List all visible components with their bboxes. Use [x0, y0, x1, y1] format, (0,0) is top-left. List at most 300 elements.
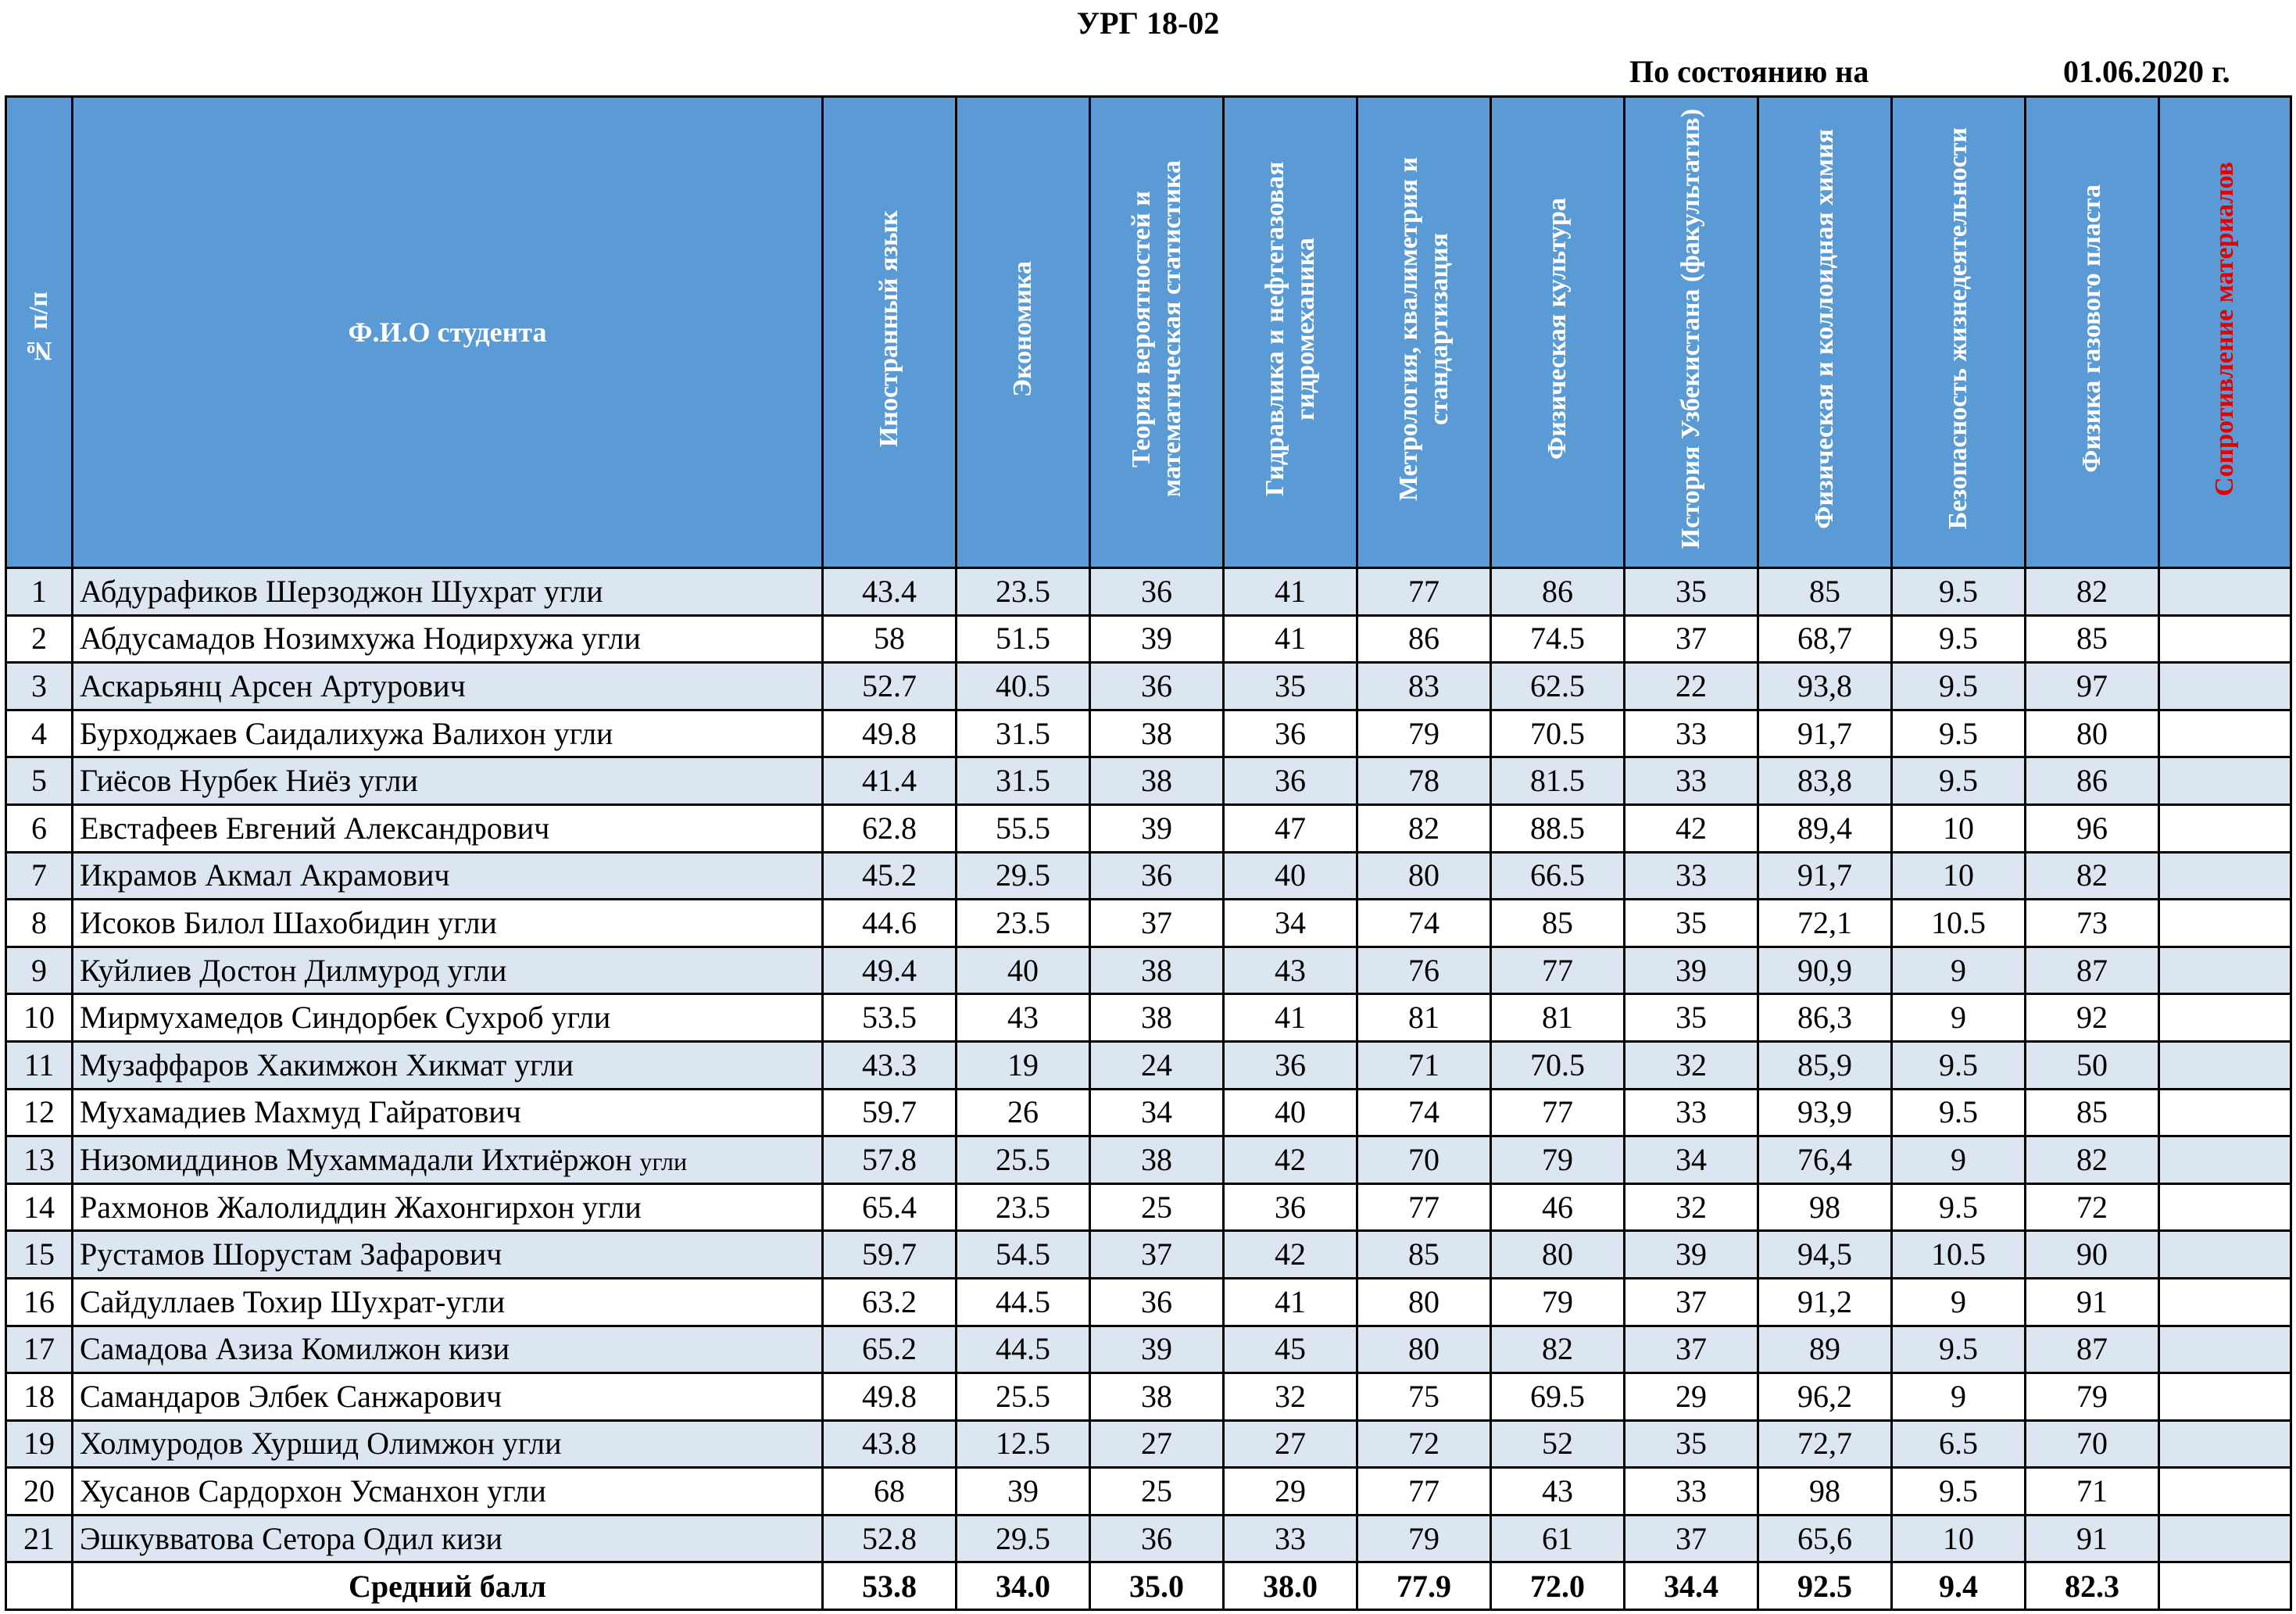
- grade-cell: 29.5: [957, 852, 1090, 900]
- grade-cell: 86,3: [1758, 994, 1892, 1042]
- grade-cell: 49.4: [823, 947, 957, 994]
- grade-cell: 10: [1892, 1515, 2026, 1562]
- grade-cell: 57.8: [823, 1136, 957, 1184]
- grade-cell: 74.5: [1491, 615, 1625, 663]
- grade-cell: 34: [1090, 1089, 1224, 1136]
- table-row: [6, 1041, 2291, 1089]
- grade-cell: 68: [823, 1468, 957, 1516]
- grade-cell: 24: [1090, 1041, 1224, 1089]
- grade-cell: 70.5: [1491, 1041, 1625, 1089]
- grade-cell: 25: [1090, 1468, 1224, 1516]
- grade-cell: 86: [2026, 757, 2159, 805]
- grade-cell: 70.5: [1491, 710, 1625, 757]
- row-number: 15: [6, 1231, 73, 1279]
- grade-cell: 36: [1090, 1515, 1224, 1562]
- table-row: [6, 757, 2291, 805]
- grade-cell: 90: [2026, 1231, 2159, 1279]
- grade-cell: [2159, 1136, 2291, 1184]
- grade-cell: 38: [1090, 1373, 1224, 1421]
- grade-cell: 61: [1491, 1515, 1625, 1562]
- grade-cell: 32: [1625, 1183, 1758, 1231]
- grade-cell: 9.5: [1892, 615, 2026, 663]
- table-row: [6, 900, 2291, 947]
- row-number: 2: [6, 615, 73, 663]
- grade-cell: 76,4: [1758, 1136, 1892, 1184]
- grade-cell: 38: [1090, 710, 1224, 757]
- grade-cell: 65.2: [823, 1326, 957, 1373]
- grade-cell: 80: [1357, 1326, 1491, 1373]
- grade-cell: 33: [1625, 852, 1758, 900]
- grade-cell: [2159, 1231, 2291, 1279]
- student-name: Музаффаров Хакимжон Хикмат угли: [73, 1041, 823, 1089]
- grade-cell: 43.4: [823, 568, 957, 616]
- grade-cell: 34: [1224, 900, 1357, 947]
- grade-cell: 74: [1357, 1089, 1491, 1136]
- table-row: [6, 710, 2291, 757]
- grade-cell: 98: [1758, 1468, 1892, 1516]
- grade-cell: 37: [1090, 900, 1224, 947]
- grade-cell: 82: [2026, 852, 2159, 900]
- column-header-number: № п/п: [6, 97, 73, 568]
- grade-cell: 73: [2026, 900, 2159, 947]
- grade-cell: 9.5: [1892, 757, 2026, 805]
- grade-cell: 41: [1224, 615, 1357, 663]
- column-header-subject: Безопасность жизнедеятельности: [1892, 97, 2026, 568]
- grade-cell: 72: [1357, 1420, 1491, 1468]
- grade-cell: 39: [1090, 615, 1224, 663]
- grade-cell: 52: [1491, 1420, 1625, 1468]
- student-name: Рустамов Шорустам Зафарович: [73, 1231, 823, 1279]
- grade-cell: 90,9: [1758, 947, 1892, 994]
- grade-cell: 81: [1491, 994, 1625, 1042]
- row-number: 8: [6, 900, 73, 947]
- grade-cell: 43: [957, 994, 1090, 1042]
- grade-cell: 32: [1224, 1373, 1357, 1421]
- student-name: Самандаров Элбек Санжарович: [73, 1373, 823, 1421]
- grade-cell: 97: [2026, 663, 2159, 710]
- grade-cell: 32: [1625, 1041, 1758, 1089]
- grade-cell: 85: [2026, 1089, 2159, 1136]
- grade-cell: 72,1: [1758, 900, 1892, 947]
- grade-cell: 6.5: [1892, 1420, 2026, 1468]
- grade-cell: 71: [1357, 1041, 1491, 1089]
- column-header-name: Ф.И.О студента: [73, 97, 823, 568]
- row-number: 6: [6, 804, 73, 852]
- grade-cell: 83: [1357, 663, 1491, 710]
- table-row: [6, 1089, 2291, 1136]
- row-number: 13: [6, 1136, 73, 1184]
- grade-cell: 80: [1357, 852, 1491, 900]
- grade-cell: 65.4: [823, 1183, 957, 1231]
- column-header-subject: Физическая культура: [1491, 97, 1625, 568]
- grade-cell: [2159, 1326, 2291, 1373]
- grade-cell: 41: [1224, 994, 1357, 1042]
- grade-cell: 79: [2026, 1373, 2159, 1421]
- table-row: [6, 615, 2291, 663]
- grade-cell: 37: [1625, 1278, 1758, 1326]
- column-header-subject: История Узбекистана (факультатив): [1625, 97, 1758, 568]
- grade-cell: 72: [2026, 1183, 2159, 1231]
- grade-cell: 93,8: [1758, 663, 1892, 710]
- grade-cell: 40: [1224, 1089, 1357, 1136]
- grade-cell: 27: [1224, 1420, 1357, 1468]
- student-name: Икрамов Акмал Акрамович: [73, 852, 823, 900]
- grade-cell: 39: [1625, 947, 1758, 994]
- student-name: Низомиддинов Мухаммадали Ихтиёржон угли: [73, 1136, 823, 1184]
- grade-cell: 51.5: [957, 615, 1090, 663]
- grade-cell: 70: [2026, 1420, 2159, 1468]
- grade-cell: 43: [1224, 947, 1357, 994]
- grade-cell: 35: [1625, 900, 1758, 947]
- grade-cell: 98: [1758, 1183, 1892, 1231]
- grade-cell: 41: [1224, 568, 1357, 616]
- status-label: По состоянию на: [1629, 54, 1869, 89]
- grade-cell: 34: [1625, 1136, 1758, 1184]
- grade-cell: 96,2: [1758, 1373, 1892, 1421]
- student-name: Мухамадиев Махмуд Гайратович: [73, 1089, 823, 1136]
- grade-cell: 53.5: [823, 994, 957, 1042]
- grade-cell: 44.5: [957, 1326, 1090, 1373]
- grade-cell: 41: [1224, 1278, 1357, 1326]
- grade-cell: 38: [1090, 1136, 1224, 1184]
- grade-cell: 43.3: [823, 1041, 957, 1089]
- grade-cell: 79: [1357, 710, 1491, 757]
- table-row: [6, 1278, 2291, 1326]
- grade-cell: 62.5: [1491, 663, 1625, 710]
- grade-cell: 80: [2026, 710, 2159, 757]
- grade-cell: [2159, 1183, 2291, 1231]
- grade-cell: 72,7: [1758, 1420, 1892, 1468]
- grade-cell: 36: [1090, 568, 1224, 616]
- grade-cell: 37: [1625, 615, 1758, 663]
- grade-cell: 38: [1090, 947, 1224, 994]
- grade-cell: 82: [1357, 804, 1491, 852]
- page-title: УРГ 18-02: [1076, 5, 1220, 41]
- row-number: 3: [6, 663, 73, 710]
- grade-cell: 79: [1357, 1515, 1491, 1562]
- grade-cell: 59.7: [823, 1089, 957, 1136]
- grade-cell: [2159, 1515, 2291, 1562]
- row-number: 10: [6, 994, 73, 1042]
- average-cell: [2159, 1562, 2291, 1610]
- grade-cell: 29.5: [957, 1515, 1090, 1562]
- grade-cell: [2159, 900, 2291, 947]
- table-row: [6, 804, 2291, 852]
- row-number: 11: [6, 1041, 73, 1089]
- grade-cell: 31.5: [957, 710, 1090, 757]
- grade-cell: 35: [1625, 1420, 1758, 1468]
- grade-cell: 91: [2026, 1515, 2159, 1562]
- grade-cell: 80: [1491, 1231, 1625, 1279]
- grade-cell: 10.5: [1892, 1231, 2026, 1279]
- grade-cell: 33: [1625, 1089, 1758, 1136]
- grade-cell: 65,6: [1758, 1515, 1892, 1562]
- grade-cell: 89,4: [1758, 804, 1892, 852]
- grade-cell: 50: [2026, 1041, 2159, 1089]
- table-row: [6, 1515, 2291, 1562]
- grade-cell: 9.5: [1892, 568, 2026, 616]
- grade-cell: 52.7: [823, 663, 957, 710]
- column-header-subject: Иностранный язык: [823, 97, 957, 568]
- table-row: [6, 1420, 2291, 1468]
- student-name: Холмуродов Хуршид Олимжон угли: [73, 1420, 823, 1468]
- grade-cell: 23.5: [957, 568, 1090, 616]
- grade-cell: 44.6: [823, 900, 957, 947]
- grade-cell: 9: [1892, 994, 2026, 1042]
- student-name: Самадова Азиза Комилжон кизи: [73, 1326, 823, 1373]
- grade-cell: 38: [1090, 757, 1224, 805]
- grade-cell: 91,2: [1758, 1278, 1892, 1326]
- grade-cell: 12.5: [957, 1420, 1090, 1468]
- grade-cell: 89: [1758, 1326, 1892, 1373]
- row-number: 4: [6, 710, 73, 757]
- grade-cell: 87: [2026, 1326, 2159, 1373]
- grade-cell: 81: [1357, 994, 1491, 1042]
- grade-cell: [2159, 994, 2291, 1042]
- grade-cell: [2159, 615, 2291, 663]
- grades-table: [5, 95, 2292, 1611]
- average-cell: 72.0: [1491, 1562, 1625, 1610]
- grade-cell: 25: [1090, 1183, 1224, 1231]
- grade-cell: 77: [1491, 1089, 1625, 1136]
- grade-cell: 76: [1357, 947, 1491, 994]
- grade-cell: 88.5: [1491, 804, 1625, 852]
- grade-cell: 69.5: [1491, 1373, 1625, 1421]
- grade-cell: 33: [1625, 757, 1758, 805]
- grade-cell: 46: [1491, 1183, 1625, 1231]
- grade-cell: 43.8: [823, 1420, 957, 1468]
- grade-cell: 45: [1224, 1326, 1357, 1373]
- student-name: Исоков Билол Шахобидин угли: [73, 900, 823, 947]
- grade-cell: 79: [1491, 1136, 1625, 1184]
- grade-cell: 77: [1357, 1468, 1491, 1516]
- grade-cell: 36: [1224, 710, 1357, 757]
- grade-cell: 54.5: [957, 1231, 1090, 1279]
- grade-cell: 92: [2026, 994, 2159, 1042]
- grade-cell: 43: [1491, 1468, 1625, 1516]
- student-name: Аскарьянц Арсен Артурович: [73, 663, 823, 710]
- grade-cell: 94,5: [1758, 1231, 1892, 1279]
- grade-cell: 75: [1357, 1373, 1491, 1421]
- student-name: Евстафеев Евгений Александрович: [73, 804, 823, 852]
- average-cell: 82.3: [2026, 1562, 2159, 1610]
- grade-cell: 36: [1224, 757, 1357, 805]
- grade-cell: 40: [957, 947, 1090, 994]
- grade-cell: 62.8: [823, 804, 957, 852]
- grade-cell: 71: [2026, 1468, 2159, 1516]
- row-number: 19: [6, 1420, 73, 1468]
- grade-cell: 68,7: [1758, 615, 1892, 663]
- row-number: 7: [6, 852, 73, 900]
- student-name: Бурходжаев Саидалихужа Валихон угли: [73, 710, 823, 757]
- grade-cell: 59.7: [823, 1231, 957, 1279]
- average-cell: 34.4: [1625, 1562, 1758, 1610]
- grade-cell: 87: [2026, 947, 2159, 994]
- grade-cell: 9.5: [1892, 663, 2026, 710]
- average-row: [6, 1562, 2291, 1610]
- grade-cell: 85: [1357, 1231, 1491, 1279]
- grade-cell: 33: [1625, 710, 1758, 757]
- average-number-cell: [6, 1562, 73, 1610]
- grade-cell: [2159, 1373, 2291, 1421]
- student-name: Сайдуллаев Тохир Шухрат-угли: [73, 1278, 823, 1326]
- table-row: [6, 1468, 2291, 1516]
- grade-cell: 63.2: [823, 1278, 957, 1326]
- grade-cell: 58: [823, 615, 957, 663]
- grade-cell: 91: [2026, 1278, 2159, 1326]
- grade-cell: 40: [1224, 852, 1357, 900]
- grade-cell: [2159, 947, 2291, 994]
- table-row: [6, 994, 2291, 1042]
- average-cell: 92.5: [1758, 1562, 1892, 1610]
- grade-cell: 31.5: [957, 757, 1090, 805]
- grade-cell: 26: [957, 1089, 1090, 1136]
- grade-cell: [2159, 852, 2291, 900]
- grade-cell: 49.8: [823, 1373, 957, 1421]
- grade-cell: 9.5: [1892, 1326, 2026, 1373]
- average-cell: 34.0: [957, 1562, 1090, 1610]
- grade-cell: 10.5: [1892, 900, 2026, 947]
- grade-cell: 47: [1224, 804, 1357, 852]
- grade-cell: 29: [1625, 1373, 1758, 1421]
- student-name: Гиёсов Нурбек Ниёз угли: [73, 757, 823, 805]
- grade-cell: 9.5: [1892, 1183, 2026, 1231]
- row-number: 18: [6, 1373, 73, 1421]
- grade-cell: 86: [1491, 568, 1625, 616]
- grade-cell: 42: [1224, 1136, 1357, 1184]
- grade-cell: 85: [1758, 568, 1892, 616]
- grade-cell: [2159, 663, 2291, 710]
- grade-cell: 9.5: [1892, 1468, 2026, 1516]
- row-number: 9: [6, 947, 73, 994]
- grade-cell: 39: [957, 1468, 1090, 1516]
- header-row: [6, 97, 2291, 568]
- table-row: [6, 852, 2291, 900]
- grade-cell: [2159, 757, 2291, 805]
- student-name: Абдусамадов Нозимхужа Нодирхужа угли: [73, 615, 823, 663]
- grade-cell: 85: [1491, 900, 1625, 947]
- row-number: 1: [6, 568, 73, 616]
- grade-cell: 33: [1625, 1468, 1758, 1516]
- grade-cell: 44.5: [957, 1278, 1090, 1326]
- average-cell: 9.4: [1892, 1562, 2026, 1610]
- table-row: [6, 1373, 2291, 1421]
- grade-cell: 25.5: [957, 1373, 1090, 1421]
- grade-cell: 37: [1625, 1515, 1758, 1562]
- grade-cell: 9.5: [1892, 1089, 2026, 1136]
- grade-cell: 22: [1625, 663, 1758, 710]
- row-number: 20: [6, 1468, 73, 1516]
- grade-cell: 35: [1224, 663, 1357, 710]
- grade-cell: 9.5: [1892, 1041, 2026, 1089]
- table-row: [6, 1136, 2291, 1184]
- column-header-subject: Сопротивление материалов: [2159, 97, 2291, 568]
- grade-cell: 82: [2026, 1136, 2159, 1184]
- grade-cell: [2159, 1089, 2291, 1136]
- grade-cell: 96: [2026, 804, 2159, 852]
- grade-cell: 66.5: [1491, 852, 1625, 900]
- row-number: 12: [6, 1089, 73, 1136]
- grade-cell: 81.5: [1491, 757, 1625, 805]
- grade-cell: 55.5: [957, 804, 1090, 852]
- grade-cell: 82: [2026, 568, 2159, 616]
- grade-cell: [2159, 1420, 2291, 1468]
- student-name: Мирмухамедов Синдорбек Сухроб угли: [73, 994, 823, 1042]
- average-cell: 53.8: [823, 1562, 957, 1610]
- column-header-subject: Экономика: [957, 97, 1090, 568]
- grade-cell: 77: [1491, 947, 1625, 994]
- grade-cell: 74: [1357, 900, 1491, 947]
- average-cell: 38.0: [1224, 1562, 1357, 1610]
- grade-cell: 49.8: [823, 710, 957, 757]
- grade-cell: [2159, 1041, 2291, 1089]
- row-number: 17: [6, 1326, 73, 1373]
- grade-cell: 36: [1090, 852, 1224, 900]
- table-row: [6, 663, 2291, 710]
- grade-cell: 36: [1224, 1041, 1357, 1089]
- grade-cell: 42: [1625, 804, 1758, 852]
- table-row: [6, 947, 2291, 994]
- student-name: Рахмонов Жалолиддин Жахонгирхон угли: [73, 1183, 823, 1231]
- grade-cell: 35: [1625, 568, 1758, 616]
- column-header-subject: Метрология, квалиметрия и стандартизация: [1357, 97, 1491, 568]
- grade-cell: 41.4: [823, 757, 957, 805]
- grade-cell: 86: [1357, 615, 1491, 663]
- grade-cell: 33: [1224, 1515, 1357, 1562]
- grade-cell: 9: [1892, 1136, 2026, 1184]
- grade-cell: 42: [1224, 1231, 1357, 1279]
- grade-cell: 25.5: [957, 1136, 1090, 1184]
- student-name: Абдурафиков Шерзоджон Шухрат угли: [73, 568, 823, 616]
- column-header-subject: Физическая и коллоидная химия: [1758, 97, 1892, 568]
- grade-cell: 9: [1892, 1373, 2026, 1421]
- grade-cell: 77: [1357, 568, 1491, 616]
- grade-cell: 39: [1625, 1231, 1758, 1279]
- average-cell: 77.9: [1357, 1562, 1491, 1610]
- average-label: Средний балл: [73, 1562, 823, 1610]
- grade-cell: 91,7: [1758, 852, 1892, 900]
- grade-cell: [2159, 568, 2291, 616]
- grade-cell: 29: [1224, 1468, 1357, 1516]
- grade-cell: [2159, 710, 2291, 757]
- row-number: 16: [6, 1278, 73, 1326]
- student-name: Куйлиев Достон Дилмурод угли: [73, 947, 823, 994]
- grade-cell: 27: [1090, 1420, 1224, 1468]
- grade-cell: 70: [1357, 1136, 1491, 1184]
- grade-cell: 10: [1892, 804, 2026, 852]
- grade-cell: [2159, 804, 2291, 852]
- grade-cell: 9: [1892, 1278, 2026, 1326]
- column-header-subject: Физика газового пласта: [2026, 97, 2159, 568]
- grade-cell: 93,9: [1758, 1089, 1892, 1136]
- grade-cell: 36: [1224, 1183, 1357, 1231]
- table-row: [6, 1326, 2291, 1373]
- grade-cell: 52.8: [823, 1515, 957, 1562]
- grade-cell: 23.5: [957, 900, 1090, 947]
- grade-cell: 37: [1625, 1326, 1758, 1373]
- row-number: 21: [6, 1515, 73, 1562]
- grade-cell: 37: [1090, 1231, 1224, 1279]
- grade-cell: 82: [1491, 1326, 1625, 1373]
- grade-cell: 36: [1090, 1278, 1224, 1326]
- grade-cell: 19: [957, 1041, 1090, 1089]
- grade-cell: 39: [1090, 1326, 1224, 1373]
- column-header-subject: Гидравлика и нефтегазовая гидромеханика: [1224, 97, 1357, 568]
- grade-cell: 77: [1357, 1183, 1491, 1231]
- grade-cell: 10: [1892, 852, 2026, 900]
- grade-cell: 40.5: [957, 663, 1090, 710]
- student-name: Хусанов Сардорхон Усманхон угли: [73, 1468, 823, 1516]
